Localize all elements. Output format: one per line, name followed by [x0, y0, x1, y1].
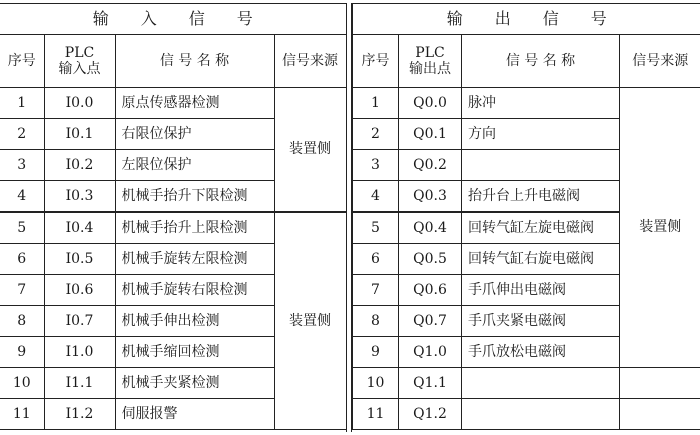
row-signal-name [462, 368, 620, 399]
row-signal-name: 左限位保护 [115, 150, 274, 181]
row-no: 6 [0, 244, 44, 275]
row-signal-name [462, 399, 620, 430]
output-table-title: 输 出 信 号 [353, 4, 700, 35]
table-row [353, 368, 700, 399]
row-no: 2 [0, 119, 44, 150]
row-signal-name: 伺服报警 [115, 399, 274, 430]
input-source-group2: 装置侧 [274, 212, 346, 430]
row-signal-name: 原点传感器检测 [115, 88, 274, 119]
row-no: 5 [0, 212, 44, 244]
input-source-group1: 装置侧 [274, 88, 346, 213]
row-no: 11 [353, 399, 399, 430]
row-addr: Q0.7 [399, 306, 462, 337]
row-addr: Q0.0 [399, 88, 462, 119]
table-row [0, 88, 346, 119]
row-signal-name: 机械手缩回检测 [115, 337, 274, 368]
row-addr: I1.1 [44, 368, 115, 399]
row-addr: Q0.1 [399, 119, 462, 150]
output-signal-table [352, 3, 700, 430]
output-header-plc-line1: PLC [415, 44, 445, 61]
table-row [0, 212, 346, 244]
row-signal-name: 机械手伸出检测 [115, 306, 274, 337]
input-signal-table [0, 3, 347, 430]
row-addr: I0.4 [44, 212, 115, 244]
output-header-plc [399, 35, 462, 88]
row-signal-name: 回转气缸右旋电磁阀 [462, 244, 620, 275]
row-addr: Q0.6 [399, 275, 462, 306]
row-addr: Q0.4 [399, 212, 462, 244]
table-row [353, 399, 700, 430]
output-header-no: 序号 [353, 35, 399, 88]
row-signal-name: 手爪伸出电磁阀 [462, 275, 620, 306]
row-no: 3 [353, 150, 399, 181]
row-signal-name: 右限位保护 [115, 119, 274, 150]
row-no: 4 [353, 181, 399, 213]
row-no: 7 [353, 275, 399, 306]
row-no: 8 [0, 306, 44, 337]
row-addr: Q0.5 [399, 244, 462, 275]
row-no: 8 [353, 306, 399, 337]
row-signal-name: 机械手旋转左限检测 [115, 244, 274, 275]
row-addr: I0.1 [44, 119, 115, 150]
row-addr: I0.2 [44, 150, 115, 181]
row-signal-name: 手爪夹紧电磁阀 [462, 306, 620, 337]
row-signal-name: 方向 [462, 119, 620, 150]
row-no: 9 [353, 337, 399, 368]
row-addr: I0.7 [44, 306, 115, 337]
row-addr: I1.2 [44, 399, 115, 430]
output-header-plc-line2: 输出点 [409, 61, 451, 77]
row-addr: I1.0 [44, 337, 115, 368]
row-signal-name: 机械手抬升下限检测 [115, 181, 274, 213]
output-source-empty [620, 368, 700, 399]
row-addr: Q1.0 [399, 337, 462, 368]
row-no: 2 [353, 119, 399, 150]
io-signal-table [0, 3, 700, 432]
output-header-name: 信 号 名 称 [462, 35, 620, 88]
input-header-plc-line2: 输入点 [58, 61, 101, 77]
row-no: 4 [0, 181, 44, 213]
row-addr: I0.6 [44, 275, 115, 306]
row-signal-name: 回转气缸左旋电磁阀 [462, 212, 620, 244]
row-addr: I0.3 [44, 181, 115, 213]
input-header-plc [44, 35, 115, 88]
row-no: 9 [0, 337, 44, 368]
row-addr: Q0.3 [399, 181, 462, 213]
row-addr: Q1.2 [399, 399, 462, 430]
row-no: 5 [353, 212, 399, 244]
row-signal-name: 机械手夹紧检测 [115, 368, 274, 399]
row-no: 3 [0, 150, 44, 181]
row-addr: I0.0 [44, 88, 115, 119]
row-signal-name [462, 150, 620, 181]
row-signal-name: 手爪放松电磁阀 [462, 337, 620, 368]
input-header-plc-line1: PLC [64, 44, 95, 61]
row-signal-name: 机械手旋转右限检测 [115, 275, 274, 306]
row-addr: I0.5 [44, 244, 115, 275]
input-header-name: 信 号 名 称 [115, 35, 274, 88]
input-header-source: 信号来源 [274, 35, 346, 88]
row-no: 7 [0, 275, 44, 306]
input-table-title: 输 入 信 号 [0, 4, 346, 35]
row-no: 10 [353, 368, 399, 399]
row-signal-name: 机械手抬升上限检测 [115, 212, 274, 244]
row-no: 11 [0, 399, 44, 430]
output-header-source: 信号来源 [620, 35, 700, 88]
row-no: 10 [0, 368, 44, 399]
row-signal-name: 抬升台上升电磁阀 [462, 181, 620, 213]
row-no: 1 [353, 88, 399, 119]
row-no: 6 [353, 244, 399, 275]
row-addr: Q1.1 [399, 368, 462, 399]
output-source-empty [620, 399, 700, 430]
output-source-group: 装置侧 [620, 88, 700, 368]
input-header-no: 序号 [0, 35, 44, 88]
row-addr: Q0.2 [399, 150, 462, 181]
table-row [353, 88, 700, 119]
row-signal-name: 脉冲 [462, 88, 620, 119]
row-no: 1 [0, 88, 44, 119]
